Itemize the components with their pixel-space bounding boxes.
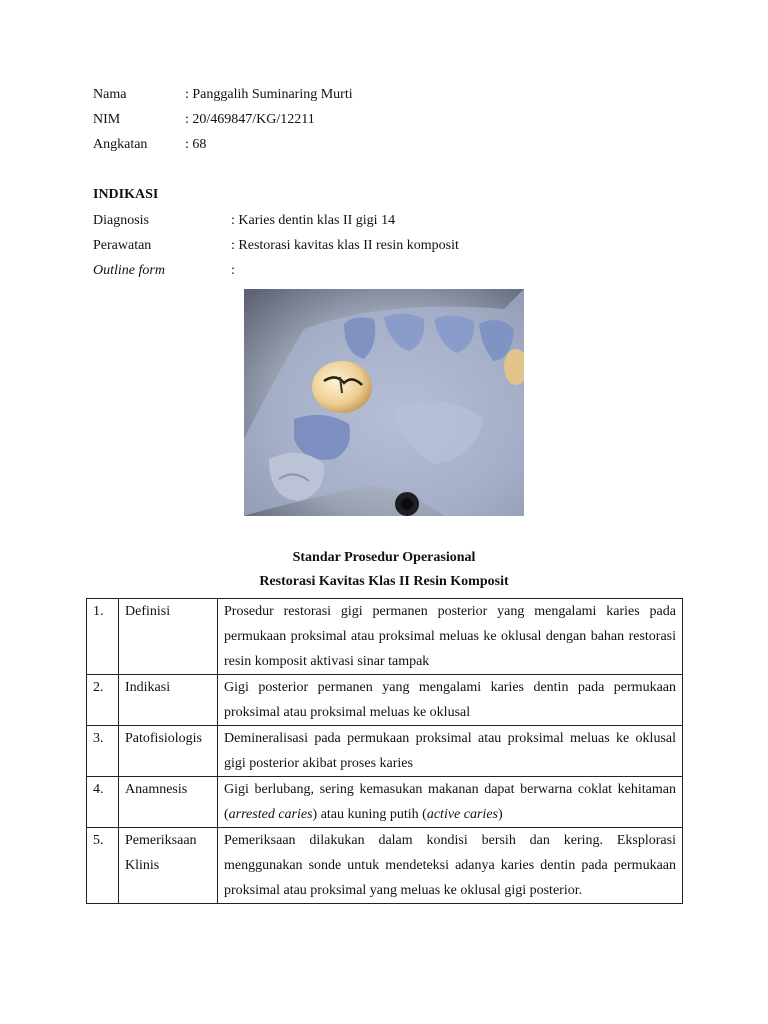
row-description: Pemeriksaan dilakukan dalam kondisi bersih dan kering. Eksplorasi menggunakan sonde untuk mendeteksi adanya karies dentin pada permukaan proksimal atau proksimal yang meluas ke oklusal gigi posterior. <box>218 828 683 904</box>
perawatan-label: Perawatan <box>93 238 152 253</box>
row-number: 4. <box>87 777 119 828</box>
nama-label: Nama <box>93 87 127 102</box>
desc-text: Gigi berlubang, sering kemasukan makanan dapat berwarna coklat kehitaman ( <box>224 782 676 822</box>
sop-subtitle: Restorasi Kavitas Klas II Resin Komposit <box>259 574 509 589</box>
desc-italic-arrested: arrested caries <box>228 807 313 822</box>
tooth-model-photo <box>244 289 524 516</box>
nim-value: : 20/469847/KG/12211 <box>185 112 315 127</box>
row-description: Demineralisasi pada permukaan proksimal atau proksimal meluas ke oklusal gigi posterior akibat proses karies <box>218 726 683 777</box>
sop-title: Standar Prosedur Operasional <box>292 550 476 565</box>
row-name: Anamnesis <box>119 777 218 828</box>
row-number: 1. <box>87 599 119 675</box>
angkatan-value: : 68 <box>185 137 207 152</box>
row-description <box>218 777 683 828</box>
row-name: Definisi <box>119 599 218 675</box>
perawatan-value: : Restorasi kavitas klas II resin komposit <box>231 238 459 253</box>
row-name: Indikasi <box>119 675 218 726</box>
diagnosis-value: : Karies dentin klas II gigi 14 <box>231 213 396 228</box>
table-row <box>87 777 683 828</box>
row-name: Patofisiologis <box>119 726 218 777</box>
nama-value: : Panggalih Suminaring Murti <box>185 87 353 102</box>
desc-text: ) atau kuning putih ( <box>312 807 427 822</box>
tooth-model-illustration <box>244 289 524 516</box>
desc-text: ) <box>497 807 503 822</box>
angkatan-label: Angkatan <box>93 137 148 152</box>
desc-italic-active: active caries <box>426 807 498 822</box>
row-description: Gigi posterior permanen yang mengalami karies dentin pada permukaan proksimal atau proksimal meluas ke oklusal <box>218 675 683 726</box>
table-row <box>87 726 683 777</box>
row-description: Prosedur restorasi gigi permanen posterior yang mengalami karies pada permukaan proksimal atau proksimal meluas ke oklusal dengan bahan restorasi resin komposit aktivasi sinar tampak <box>218 599 683 675</box>
outline-value: : <box>231 263 235 278</box>
row-name: Pemeriksaan Klinis <box>119 828 218 904</box>
diagnosis-label: Diagnosis <box>93 213 149 228</box>
outline-label: Outline form <box>93 263 165 278</box>
table-row <box>87 599 683 675</box>
table-row <box>87 675 683 726</box>
nim-label: NIM <box>93 112 121 127</box>
row-number: 3. <box>87 726 119 777</box>
row-number: 5. <box>87 828 119 904</box>
table-row <box>87 828 683 904</box>
sop-table <box>86 598 683 904</box>
row-number: 2. <box>87 675 119 726</box>
indikasi-heading: INDIKASI <box>93 187 159 202</box>
